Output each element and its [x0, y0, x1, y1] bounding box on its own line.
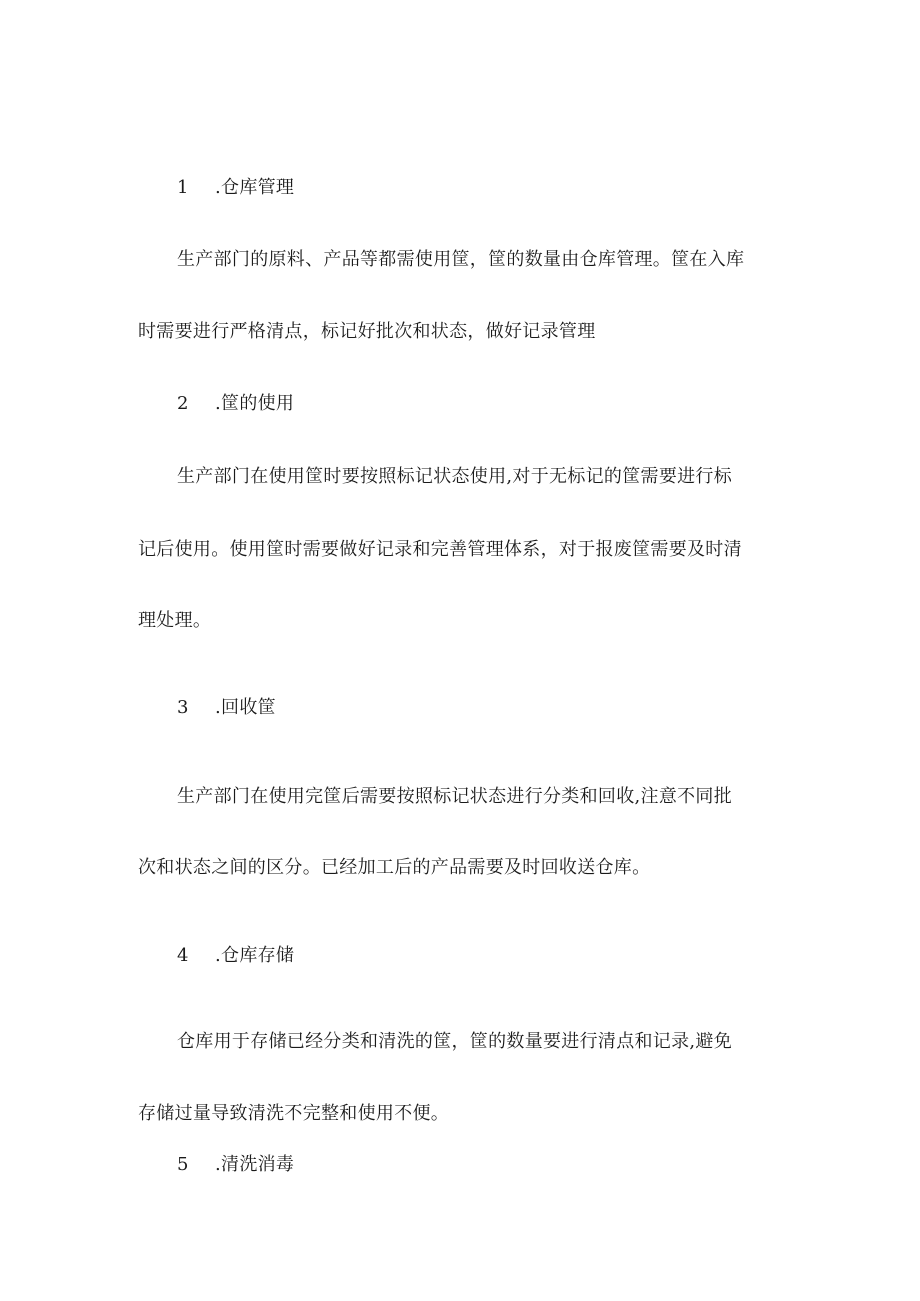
section-title: .仓库管理	[215, 177, 295, 198]
section-heading	[177, 1153, 837, 1177]
section-heading	[177, 392, 837, 416]
section-number: 5	[177, 1154, 189, 1175]
paragraph-line: 次和状态之间的区分。已经加工后的产品需要及时回收送仓库。	[138, 857, 651, 878]
section-title: .清洗消毒	[215, 1154, 295, 1175]
section-heading	[177, 944, 837, 968]
section-number: 1	[177, 177, 189, 198]
section-heading	[177, 176, 837, 200]
section-number: 2	[177, 393, 189, 414]
paragraph-line: 仓库用于存储已经分类和清洗的筐，筐的数量要进行清点和记录,避免	[177, 1031, 733, 1052]
section-heading	[177, 696, 837, 720]
section-title: .筐的使用	[215, 393, 295, 414]
section-title: .回收筐	[215, 697, 276, 718]
section-title: .仓库存储	[215, 945, 295, 966]
paragraph-line: 生产部门在使用筐时要按照标记状态使用,对于无标记的筐需要进行标	[177, 466, 733, 487]
paragraph-line: 生产部门在使用完筐后需要按照标记状态进行分类和回收,注意不同批	[177, 786, 733, 807]
paragraph-line: 记后使用。使用筐时需要做好记录和完善管理体系，对于报废筐需要及时清	[138, 539, 742, 560]
paragraph-line: 时需要进行严格清点，标记好批次和状态，做好记录管理	[138, 321, 596, 342]
paragraph-line: 理处理。	[138, 610, 212, 631]
section-number: 3	[177, 697, 189, 718]
paragraph-line: 存储过量导致清洗不完整和使用不便。	[138, 1103, 450, 1124]
section-number: 4	[177, 945, 189, 966]
paragraph-line: 生产部门的原料、产品等都需使用筐，筐的数量由仓库管理。筐在入库	[177, 249, 745, 270]
